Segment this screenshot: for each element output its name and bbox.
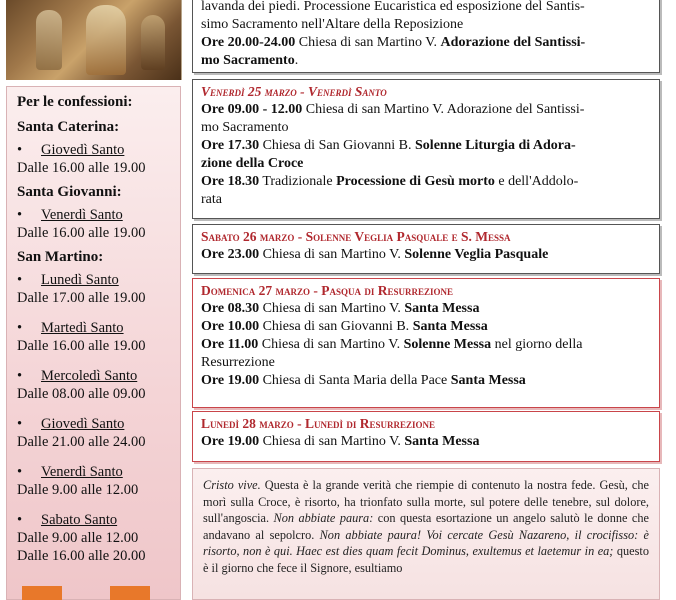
bullet-icon: • — [17, 368, 23, 384]
text-line — [201, 372, 651, 390]
body-text: Questa è la grande verità che riempie di contenuto la nostra fede. Gesù, che morì sulla Croce, è risorto, ha trionfato sulla morte, sul potere delle tenebre, sul dolore, sull'angoscia. — [203, 478, 649, 525]
event-name: Santa Messa — [404, 301, 480, 316]
church-heading: Santa Giovanni: — [17, 184, 122, 200]
day-label: Mercoledì Santo — [41, 368, 138, 384]
event-name: Processione di Gesù morto — [336, 174, 495, 189]
church-heading: Santa Caterina: — [17, 119, 120, 135]
easter-reflection-note — [192, 468, 660, 600]
list-item — [17, 511, 180, 529]
time-label: Ore 18.30 — [201, 174, 260, 189]
church-heading: San Martino: — [17, 249, 104, 265]
box-title: Domenica 27 marzo - Pasqua di Resurrezione — [201, 283, 454, 298]
place-text: Chiesa di Santa Maria della Pace — [259, 373, 451, 388]
box-title: Lunedì 28 marzo - Lunedì di Resurrezione — [201, 416, 436, 431]
time-range: Dalle 9.00 alle 12.00 — [17, 482, 139, 498]
time-label: Ore 08.30 — [201, 301, 260, 316]
italic-text: Non abbiate paura: — [273, 511, 374, 525]
place-text: Chiesa di san Martino V. — [295, 35, 441, 50]
schedule-box-sabato — [192, 224, 660, 274]
day-label: Giovedì Santo — [41, 142, 125, 158]
time-range: Dalle 16.00 alle 19.00 — [17, 225, 146, 241]
place-text: e dell'Addolo- — [494, 174, 579, 189]
time-range: Dalle 16.00 alle 19.00 — [17, 338, 146, 354]
event-name: Santa Messa — [404, 434, 480, 449]
time-range: Dalle 16.00 alle 19.00 — [17, 160, 146, 176]
event-name: Santa Messa — [450, 373, 526, 388]
text-line: Resurrezione — [201, 355, 275, 370]
time-label: Ore 10.00 — [201, 319, 260, 334]
list-item — [17, 271, 180, 289]
list-item — [17, 141, 180, 159]
text-line — [201, 137, 651, 155]
text-line — [201, 173, 651, 191]
time-label: Ore 11.00 — [201, 337, 259, 352]
list-item — [17, 367, 180, 385]
text-line: simo Sacramento nell'Altare della Reposizione — [201, 17, 464, 32]
place-text: Tradizionale — [259, 174, 337, 189]
list-item — [17, 463, 180, 481]
bullet-icon: • — [17, 320, 23, 336]
place-text: Chiesa di san Martino V. — [259, 301, 405, 316]
day-label: Sabato Santo — [41, 512, 118, 528]
time-label: Ore 19.00 — [201, 434, 260, 449]
event-name: Santa Messa — [412, 319, 488, 334]
day-label: Lunedì Santo — [41, 272, 119, 288]
text-line — [201, 300, 651, 318]
time-range: Dalle 16.00 alle 20.00 — [17, 548, 146, 564]
text-line: mo Sacramento — [201, 120, 289, 135]
body-text: questo è il giorno che fece il Signore, esultiamo — [203, 544, 649, 575]
day-label: Venerdì Santo — [41, 207, 123, 223]
list-item — [17, 206, 180, 224]
event-name: mo Sacramento — [201, 53, 295, 68]
box-title: Venerdì 25 marzo - Venerdì Santo — [201, 84, 387, 99]
text-line — [201, 246, 651, 264]
painting-figure — [141, 15, 165, 70]
schedule-box-giovedi — [192, 0, 660, 73]
day-label: Giovedì Santo — [41, 416, 125, 432]
confessions-sidebar — [6, 86, 181, 600]
time-range: Dalle 08.00 alle 09.00 — [17, 386, 146, 402]
text-line — [201, 52, 651, 70]
time-range: Dalle 21.00 alle 24.00 — [17, 434, 146, 450]
bullet-icon: • — [17, 142, 23, 158]
bullet-icon: • — [17, 464, 23, 480]
text-line — [201, 34, 651, 52]
ornament-shape — [110, 586, 150, 600]
bullet-icon: • — [17, 272, 23, 288]
place-text: nel giorno della — [491, 337, 583, 352]
punctuation: . — [294, 53, 299, 68]
sidebar-title: Per le confessioni: — [17, 94, 133, 110]
time-label: Ore 17.30 — [201, 138, 260, 153]
place-text: Chiesa di san Martino V. — [259, 247, 405, 262]
place-text: Chiesa di San Giovanni B. — [259, 138, 416, 153]
time-label: Ore 20.00-24.00 — [201, 35, 296, 50]
place-text: Chiesa di san Martino V. — [258, 337, 404, 352]
text-line: lavanda dei piedi. Processione Eucaristica ed esposizione del Santis- — [201, 0, 585, 14]
day-label: Martedì Santo — [41, 320, 124, 336]
schedule-box-domenica — [192, 278, 660, 408]
painting-figure — [86, 5, 126, 75]
text-line: rata — [201, 192, 222, 207]
event-name: Solenne Veglia Pasquale — [404, 247, 549, 262]
event-name: Solenne Liturgia di Adora- — [415, 138, 576, 153]
ornament-shape — [22, 586, 62, 600]
italic-text: Non abbiate paura! Voi cercate Gesù Nazareno, il crocifisso: è risorto, non è qui. Haec est dies quam fecit Dominus, exultemus et laetemur in ea; — [203, 527, 649, 558]
text-line — [201, 433, 651, 451]
bullet-icon: • — [17, 512, 23, 528]
event-name: Adorazione del Santissi- — [440, 35, 586, 50]
schedule-box-lunedi — [192, 411, 660, 462]
place-text: Chiesa di san Martino V. Adorazione del Santissi- — [302, 102, 585, 117]
list-item — [17, 319, 180, 337]
text-line — [201, 336, 651, 354]
time-range: Dalle 9.00 alle 12.00 — [17, 530, 139, 546]
text-line — [201, 155, 651, 173]
bullet-icon: • — [17, 416, 23, 432]
time-label: Ore 19.00 — [201, 373, 260, 388]
place-text: Chiesa di san Martino V. — [259, 434, 405, 449]
day-label: Venerdì Santo — [41, 464, 123, 480]
text-line — [201, 101, 651, 119]
schedule-box-venerdi — [192, 79, 660, 219]
list-item — [17, 415, 180, 433]
event-name: Solenne Messa — [403, 337, 492, 352]
event-name: zione della Croce — [201, 156, 304, 171]
painting-figure — [36, 10, 62, 70]
text-line — [201, 318, 651, 336]
header-painting — [6, 0, 182, 80]
time-label: Ore 23.00 — [201, 247, 260, 262]
bullet-icon: • — [17, 207, 23, 223]
box-title: Sabato 26 marzo - Solenne Veglia Pasquale e S. Messa — [201, 229, 511, 244]
time-range: Dalle 17.00 alle 19.00 — [17, 290, 146, 306]
body-text: con questa esortazione un angelo salutò le donne che andavano al sepolcro. — [203, 511, 649, 542]
italic-text: Cristo vive. — [203, 478, 261, 492]
time-label: Ore 09.00 - 12.00 — [201, 102, 303, 117]
place-text: Chiesa di san Giovanni B. — [259, 319, 413, 334]
